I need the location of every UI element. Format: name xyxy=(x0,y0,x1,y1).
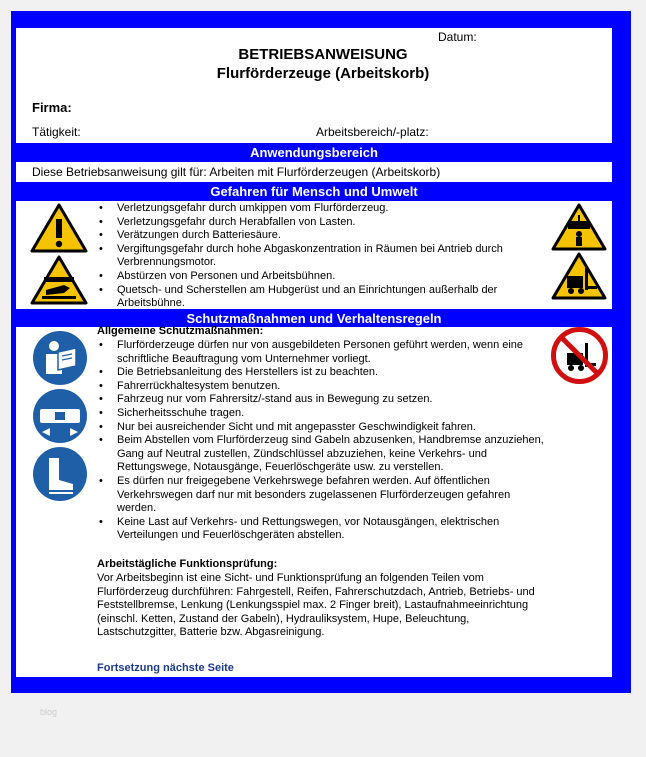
hazards-heading: Gefahren für Mensch und Umwelt xyxy=(16,184,612,200)
list-item: • Nur bei ausreichender Sicht und mit angepasster Geschwindigkeit fahren. xyxy=(97,421,546,435)
suspended-load-warning-icon xyxy=(551,203,607,251)
list-item: • Verletzungsgefahr durch umkippen vom Flurförderzeug. xyxy=(97,202,543,216)
daily-check-title: Arbeitstägliche Funktionsprüfung: xyxy=(97,558,278,570)
list-item: • Verletzungsgefahr durch Herabfallen von Lasten. xyxy=(97,216,543,230)
watermark: blog xyxy=(40,707,58,717)
list-item: • Quetsch- und Scherstellen am Hubgerüst und an Einrichtungen außerhalb der Arbeitsbühne. xyxy=(97,284,543,311)
hand-crush-warning-icon xyxy=(30,255,88,305)
protection-heading: Schutzmaßnahmen und Verhaltensregeln xyxy=(16,311,612,327)
company-label: Firma: xyxy=(32,100,72,115)
scope-text: Diese Betriebsanweisung gilt für: Arbeiten mit Flurförderzeugen (Arbeitskorb) xyxy=(32,165,441,179)
protection-list xyxy=(97,339,546,543)
list-item: • Flurförderzeuge dürfen nur von ausgebildeten Personen geführt werden, wenn eine schriftliche Beauftragung vom Unternehmer vorliegt. xyxy=(97,339,546,366)
document-title: BETRIEBSANWEISUNG xyxy=(238,46,408,63)
activity-label: Tätigkeit: xyxy=(32,125,81,139)
date-label: Datum: xyxy=(438,30,477,44)
hazards-list xyxy=(97,202,543,311)
list-item: • Abstürzen von Personen und Arbeitsbühnen. xyxy=(97,270,543,284)
general-warning-icon xyxy=(30,203,88,253)
seatbelt-icon xyxy=(32,388,88,444)
workarea-label: Arbeitsbereich/-platz: xyxy=(316,125,429,139)
list-item: • Verätzungen durch Batteriesäure. xyxy=(97,229,543,243)
no-forklift-prohibition-icon xyxy=(551,327,608,384)
list-item: • Keine Last auf Verkehrs- und Rettungswegen, vor Notausgängen, elektrischen Verteilungen und Feuerlöschgeräten abstellen. xyxy=(97,516,546,543)
list-item: • Beim Abstellen vom Flurförderzeug sind Gabeln abzusenken, Handbremse anzuziehen, Gang auf Neutral zustellen, Zündschlüssel abzuziehen, keine Verkehrs- und Rettungswege, Notausgänge, Feuerlöschgeräte usw. zu verstellen. xyxy=(97,434,546,475)
safety-boots-icon xyxy=(32,446,88,502)
list-item: • Vergiftungsgefahr durch hohe Abgaskonzentration in Räumen bei Antrieb durch Verbrennungsmotor. xyxy=(97,243,543,270)
list-item: • Es dürfen nur freigegebene Verkehrswege befahren werden. Auf öffentlichen Verkehrswegen darf nur mit besonders zugelassenen Flurförderzeugen gefahren werden. xyxy=(97,475,546,516)
daily-check-text: Vor Arbeitsbeginn ist eine Sicht- und Funktionsprüfung an folgenden Teilen vom Flurförderzeug durchführen: Fahrgestell, Reifen, Fahrerschutzdach, Antrieb, Betriebs- und Feststellbremse, Lenkung (Lenkungsspiel max. 2 Finger breit), Lastaufnahmeeinrichtung (einschl. Ketten, Zustand der Gabeln), Hydrauliksystem, Hupe, Beleuchtung, Lastschutzgitter, Batterie bzw. Abgasreinigung. xyxy=(97,572,535,639)
continuation-note: Fortsetzung nächste Seite xyxy=(97,662,234,674)
read-manual-icon xyxy=(32,330,88,386)
list-item: • Die Betriebsanleitung des Herstellers ist zu beachten. xyxy=(97,366,546,380)
list-item: • Fahrzeug nur vom Fahrersitz/-stand aus in Bewegung zu setzen. xyxy=(97,393,546,407)
forklift-warning-icon xyxy=(551,252,607,300)
list-item: • Fahrerrückhaltesystem benutzen. xyxy=(97,380,546,394)
document-subtitle: Flurförderzeuge (Arbeitskorb) xyxy=(216,65,430,82)
list-item: • Sicherheitsschuhe tragen. xyxy=(97,407,546,421)
scope-heading: Anwendungsbereich xyxy=(16,145,612,161)
general-measures-title: Allgemeine Schutzmaßnahmen: xyxy=(97,325,264,337)
